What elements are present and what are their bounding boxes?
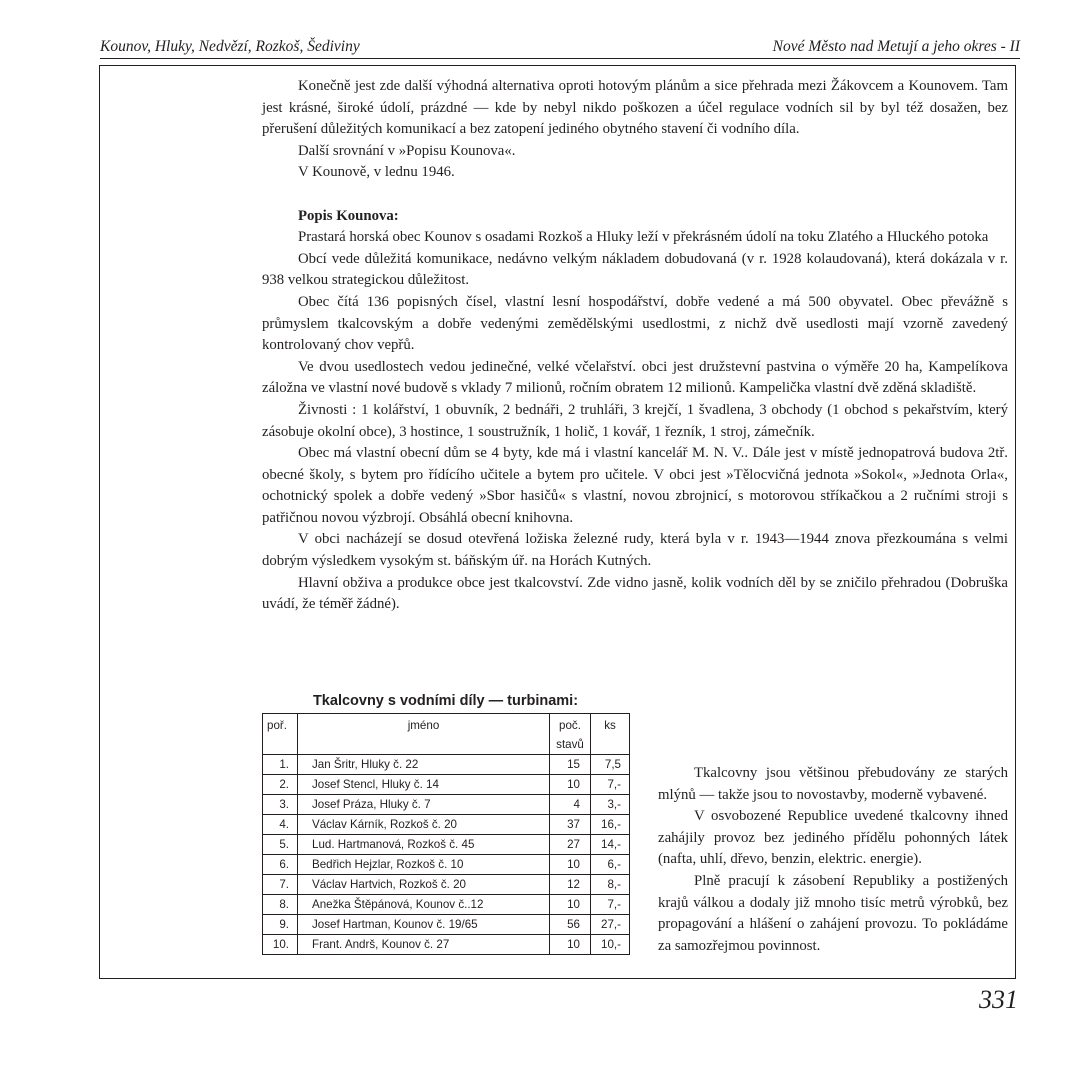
row-ks: 7,- bbox=[591, 895, 630, 915]
paragraph: Živnosti : 1 kolářství, 1 obuvník, 2 bednáři, 2 truhláři, 3 krejčí, 1 švadlena, 3 obchody (1 obchod s pekařstvím, který zásobuje okolní obce), 3 hostince, 1 soustružník, 1 holič, 1 kovář, 1 řezník, 1 stroj, zámečník. bbox=[262, 401, 1008, 440]
paragraph: Konečně jest zde další výhodná alternativa oproti hotovým plánům a sice přehrada mezi Žákovcem a Kounovem. Tam jest krásné, široké údolí, prázdné — kde by nebyl nikdo poškozen a účel regulace vodních sil by byl též dosažen, bez přerušení důležitých komunikací a bez zatopení jediného obytného stavení či vodního díla. bbox=[262, 78, 1008, 138]
row-looms: 10 bbox=[550, 935, 591, 955]
row-ks: 27,- bbox=[591, 915, 630, 935]
paragraph: V osvobozené Republice uvedené tkalcovny ihned zahájily provoz bez jediného přídělu pohonných látek (nafta, uhlí, dřevo, benzin, elektric. energie). bbox=[658, 808, 1008, 868]
row-name: Václav Hartvich, Rozkoš č. 20 bbox=[298, 875, 550, 895]
table-row bbox=[263, 915, 630, 935]
row-number: 4. bbox=[263, 815, 298, 835]
row-name: Josef Hartman, Kounov č. 19/65 bbox=[298, 915, 550, 935]
row-name: Anežka Štěpánová, Kounov č..12 bbox=[298, 895, 550, 915]
paragraph: V Kounově, v lednu 1946. bbox=[298, 164, 455, 181]
table-header-row bbox=[263, 714, 630, 755]
paragraph: Obec má vlastní obecní dům se 4 byty, kde má i vlastní kancelář M. N. V.. Dále jest v místě jednopatrová budova 2tř. obecné školy, s bytem pro řídícího učitele a bytem pro učitele. V obci jest »Tělocvičná jednota »Sokol«, »Jednota Orla«, ochotnický spolek a dobře vedený »Sbor hasičů« s vlastní, novou zbrojnicí, s motorovou stříkačkou a 2 ručními stroji s patřičnou novou výzbrojí. Obsáhlá obecní knihovna. bbox=[262, 445, 1008, 526]
row-looms: 27 bbox=[550, 835, 591, 855]
row-looms: 12 bbox=[550, 875, 591, 895]
running-header-left: Kounov, Hluky, Nedvězí, Rozkoš, Šediviny bbox=[100, 38, 360, 55]
row-ks: 10,- bbox=[591, 935, 630, 955]
paragraph: Obcí vede důležitá komunikace, nedávno velkým nákladem dobudovaná (v r. 1928 kolaudovaná), která dokázala v r. 938 velkou strategickou důležitost. bbox=[262, 250, 1008, 289]
table-row bbox=[263, 875, 630, 895]
table-row bbox=[263, 835, 630, 855]
table-row bbox=[263, 815, 630, 835]
paragraph: Obec čítá 136 popisných čísel, vlastní lesní hospodářství, dobře vedené a má 500 obyvatel. Obec převážně s průmyslem tkalcovským a dobře vedenými zemědělskými usedlostmi, z nichž dvě usedlosti mají vzorně zavedený kontrolovaný chov vepřů. bbox=[262, 293, 1008, 354]
row-number: 1. bbox=[263, 755, 298, 775]
row-looms: 37 bbox=[550, 815, 591, 835]
running-header-right: Nové Město nad Metují a jeho okres - II bbox=[772, 38, 1020, 55]
paragraph: V obci nacházejí se dosud otevřená ložiska železné rudy, která byla v r. 1943—1944 znova přezkoumána s velmi dobrým výsledkem vysokým st. báňským úř. na Horách Kutných. bbox=[262, 531, 1008, 570]
row-name: Frant. Andrš, Kounov č. 27 bbox=[298, 935, 550, 955]
table-row bbox=[263, 895, 630, 915]
col-header-no: poř. bbox=[263, 714, 298, 755]
table-row bbox=[263, 795, 630, 815]
row-ks: 7,5 bbox=[591, 755, 630, 775]
row-name: Josef Práza, Hluky č. 7 bbox=[298, 795, 550, 815]
row-looms: 15 bbox=[550, 755, 591, 775]
row-name: Václav Kárník, Rozkoš č. 20 bbox=[298, 815, 550, 835]
row-number: 10. bbox=[263, 935, 298, 955]
section-heading: Popis Kounova: bbox=[298, 207, 399, 224]
header-rule bbox=[100, 58, 1020, 59]
row-looms: 10 bbox=[550, 895, 591, 915]
row-name: Bedřich Hejzlar, Rozkoš č. 10 bbox=[298, 855, 550, 875]
main-text bbox=[262, 76, 1008, 616]
row-number: 9. bbox=[263, 915, 298, 935]
row-looms: 10 bbox=[550, 855, 591, 875]
table-row bbox=[263, 855, 630, 875]
row-number: 6. bbox=[263, 855, 298, 875]
row-number: 3. bbox=[263, 795, 298, 815]
side-text bbox=[658, 763, 1008, 957]
col-header-ks: ks bbox=[591, 714, 630, 755]
row-ks: 14,- bbox=[591, 835, 630, 855]
row-name: Jan Šritr, Hluky č. 22 bbox=[298, 755, 550, 775]
row-looms: 56 bbox=[550, 915, 591, 935]
col-header-name: jméno bbox=[298, 714, 550, 755]
table-row bbox=[263, 775, 630, 795]
paragraph: Plně pracují k zásobení Republiky a postižených krajů válkou a dodaly již mnoho tisíc metrů výrobků, bez propagování a hlášení o zahájení provozu. To pokládáme za samozřejmou povinnost. bbox=[658, 872, 1008, 954]
weaving-mills-table bbox=[262, 713, 630, 955]
row-name: Lud. Hartmanová, Rozkoš č. 45 bbox=[298, 835, 550, 855]
table-row bbox=[263, 935, 630, 955]
table-row bbox=[263, 755, 630, 775]
row-ks: 16,- bbox=[591, 815, 630, 835]
row-ks: 3,- bbox=[591, 795, 630, 815]
paragraph: Hlavní obživa a produkce obce jest tkalcovství. Zde vidno jasně, kolik vodních děl by se zničilo přehradou (Dobruška uvádí, že téměř žádné). bbox=[262, 574, 1008, 613]
row-number: 7. bbox=[263, 875, 298, 895]
row-ks: 6,- bbox=[591, 855, 630, 875]
row-ks: 8,- bbox=[591, 875, 630, 895]
row-name: Josef Stencl, Hluky č. 14 bbox=[298, 775, 550, 795]
row-looms: 4 bbox=[550, 795, 591, 815]
col-header-looms: poč. stavů bbox=[550, 714, 591, 755]
row-looms: 10 bbox=[550, 775, 591, 795]
paragraph: Tkalcovny jsou většinou přebudovány ze starých mlýnů — takže jsou to novostavby, moderně vybavené. bbox=[658, 765, 1008, 803]
paragraph: Další srovnání v »Popisu Kounova«. bbox=[298, 142, 516, 159]
paragraph: Prastará horská obec Kounov s osadami Rozkoš a Hluky leží v překrásném údolí na toku Zlatého a Hluckého potoka bbox=[298, 229, 989, 246]
row-ks: 7,- bbox=[591, 775, 630, 795]
row-number: 2. bbox=[263, 775, 298, 795]
page-number: 331 bbox=[979, 985, 1018, 1014]
paragraph: Ve dvou usedlostech vedou jedinečné, velké včelařství. obci jest družstevní pastvina o výměře 20 ha, Kampelíkova záložna ve vlastní nové budově s vklady 7 milionů, ročním obratem 12 milionů. Kampelička vlastní dvě zděná skladiště. bbox=[262, 358, 1008, 397]
row-number: 8. bbox=[263, 895, 298, 915]
table-title: Tkalcovny s vodními díly — turbinami: bbox=[312, 693, 579, 709]
row-number: 5. bbox=[263, 835, 298, 855]
